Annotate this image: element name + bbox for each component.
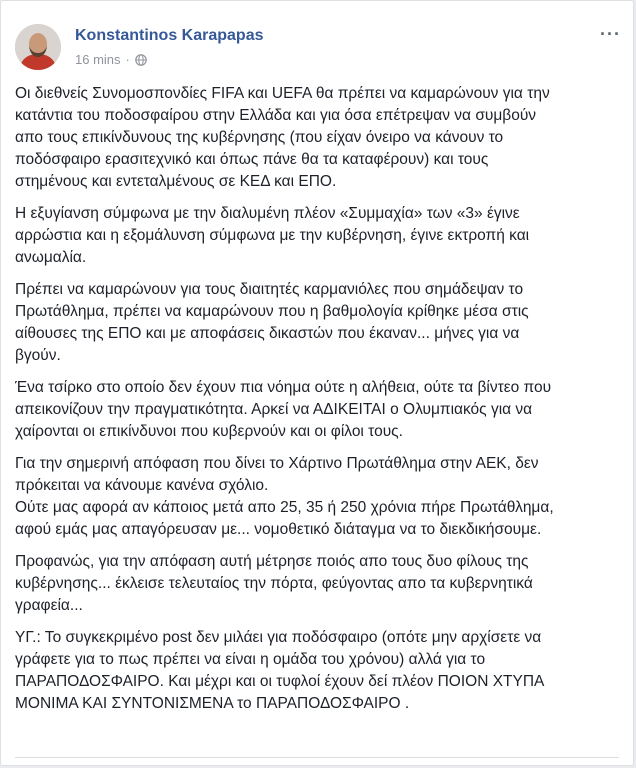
post-paragraph: Πρέπει να καμαρώνουν για τους διαιτητές καρμανιόλες που σημάδεψαν το Πρωτάθλημα, πρέπει να καμαρώνουν που η βαθμολογία κρίθηκε μέσα στις αίθουσες της ΕΠΟ και με αποφάσεις δικαστών που έκαναν... μήνες για να βγούν. — [15, 281, 529, 364]
post-paragraph: Ένα τσίρκο στο οποίο δεν έχουν πια νόημα ούτε η αλήθεια, ούτε τα βίντεο που απεικονίζουν την πραγματικότητα. Αρκεί να ΑΔΙΚΕΙΤΑΙ ο Ολυμπιακός για να χαίρονται οι επικίνδυνοι που κυβερνούν και οι φίλοι τους. — [15, 379, 552, 440]
avatar-image — [15, 24, 61, 70]
meta-separator: · — [125, 52, 130, 67]
post-paragraph: Για την σημερινή απόφαση που δίνει το Χάρτινο Πρωτάθλημα στην ΑΕΚ, δεν πρόκειται να κάνουμε κανένα σχόλιο. Ούτε μας αφορά αν κάποιος μετά απο 25, 35 ή 250 χρόνια πήρε Πρωτάθλημα, αφού εμάς μας απαγόρευσαν με... νομοθετικό διάταγμα να το διεκδικήσουμε. — [15, 455, 554, 538]
avatar[interactable] — [15, 24, 61, 70]
post-paragraph: Προφανώς, για την απόφαση αυτή μέτρησε ποιός απο τους δυο φίλους της κυβέρνησης... έκλεισε τελευταίος την πόρτα, φεύγοντας απο τα κυβερνητικά γραφεία... — [15, 553, 533, 614]
post-paragraph: Η εξυγίανση σύμφωνα με την διαλυμένη πλέον «Συμμαχία» των «3» έγινε αρρώστια και η εξομάλυνση σύμφωνα με την κυβέρνηση, έγινε εκτροπή και ανωμαλία. — [15, 205, 530, 266]
post-meta — [75, 52, 147, 67]
more-options-icon[interactable]: ··· — [600, 24, 621, 44]
post-header — [15, 18, 621, 74]
post-body — [15, 83, 625, 725]
globe-icon[interactable] — [135, 54, 147, 66]
post-divider — [15, 757, 619, 758]
timestamp-link[interactable]: 16 mins — [75, 52, 121, 67]
post-paragraph: Οι διεθνείς Συνομοσπονδίες FIFA και UEFA θα πρέπει να καμαρώνουν για την κατάντια του ποδοσφαίρου στην Ελλάδα και για όσα επέτρεψαν να συμβούν απο τους επικίνδυνους της κυβέρνησης (που είχαν όνειρο να κάνουν το ποδόσφαιρο ερασιτεχνικό και όπως πάνε θα τα καταφέρουν) και τους στημένους και εντεταλμένους σε ΚΕΔ και ΕΠΟ. — [15, 85, 550, 190]
author-name-link[interactable]: Konstantinos Karapapas — [75, 27, 264, 44]
post-paragraph: ΥΓ.: Το συγκεκριμένο post δεν μιλάει για ποδόσφαιρο (οπότε μην αρχίσετε να γράφετε για το πως πρέπει να είναι η ομάδα του χρόνου) αλλά για το ΠΑΡΑΠΟΔΟΣΦΑΙΡΟ. Και μέχρι και οι τυφλοί έχουν δεί πλέον ΠΟΙΟΝ ΧΤΥΠΑ ΜΟΝΙΜΑ ΚΑΙ ΣΥΝΤΟΝΙΣΜΕΝΑ το ΠΑΡΑΠΟΔΟΣΦΑΙΡΟ . — [15, 629, 545, 712]
